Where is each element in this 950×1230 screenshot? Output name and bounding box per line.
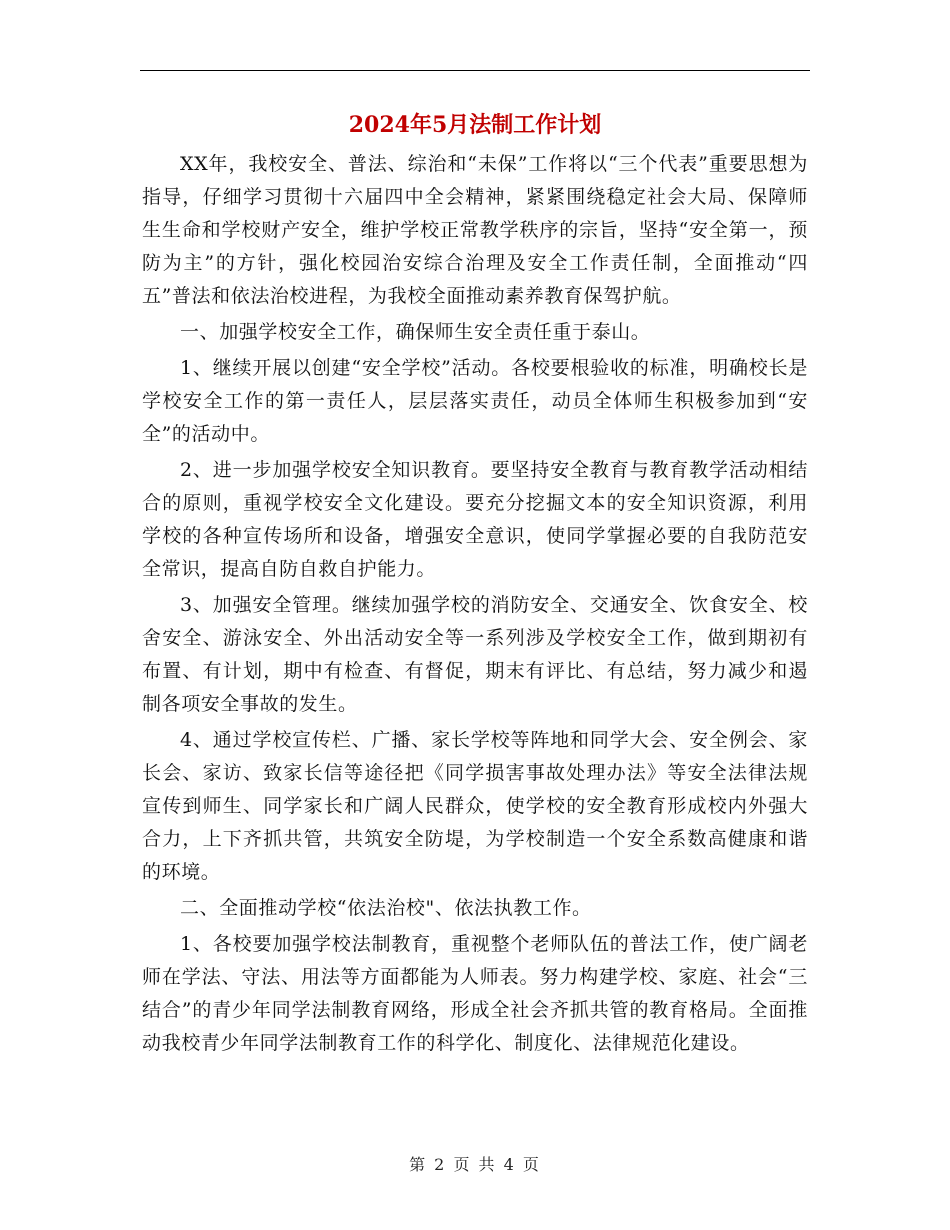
section-heading-1: 一、加强学校安全工作，确保师生安全责任重于泰山。 bbox=[180, 321, 651, 343]
page-footer: 第 2 页 共 4 页 bbox=[409, 1155, 541, 1174]
list-item-1-4: 4、通过学校宣传栏、广播、家长学校等阵地和同学大会、安全例会、家长会、家访、致家长信等途径把《同学损害事故处理办法》等安全法律法规宣传到师生、同学家长和广阔人民群众，使学校的安全教育形成校内外强大合力，上下齐抓共管，共筑安全防堤，为学校制造一个安全系数高健康和谐的环境。 bbox=[142, 729, 808, 883]
document-title: 2024年5月法制工作计划 bbox=[348, 112, 602, 138]
list-item-2-1: 1、各校要加强学校法制教育，重视整个老师队伍的普法工作，使广阔老师在学法、守法、用法等方面都能为人师表。努力构建学校、家庭、社会“三结合”的青少年同学法制教育网络，形成全社会齐抓共管的教育格局。全面推动我校青少年同学法制教育工作的科学化、制度化、法律规范化建设。 bbox=[142, 933, 808, 1054]
section-heading-2: 二、全面推动学校“依法治校"、依法执教工作。 bbox=[180, 897, 592, 919]
list-item-1-1: 1、继续开展以创建“安全学校”活动。各校要根验收的标准，明确校长是学校安全工作的第一责任人，层层落实责任，动员全体师生积极参加到“安全”的活动中。 bbox=[142, 357, 808, 445]
list-item-1-2: 2、进一步加强学校安全知识教育。要坚持安全教育与教育教学活动相结合的原则，重视学校安全文化建设。要充分挖掘文本的安全知识资源，利用学校的各种宣传场所和设备，增强安全意识，使同学掌握必要的自我防范安全常识，提高自防自救自护能力。 bbox=[142, 459, 808, 580]
document-body bbox=[142, 148, 808, 1060]
list-item-1-3: 3、加强安全管理。继续加强学校的消防安全、交通安全、饮食安全、校舍安全、游泳安全、外出活动安全等一系列涉及学校安全工作，做到期初有布置、有计划，期中有检查、有督促，期末有评比、有总结，努力减少和遏制各项安全事故的发生。 bbox=[142, 594, 808, 715]
header-rule bbox=[140, 70, 810, 71]
intro-paragraph: XX年，我校安全、普法、综治和“未保”工作将以“三个代表”重要思想为指导，仔细学习贯彻十六届四中全会精神，紧紧围绕稳定社会大局、保障师生生命和学校财产安全，维护学校正常教学秩序的宗旨，坚持“安全第一，预防为主”的方针，强化校园治安综合治理及安全工作责任制，全面推动“四五”普法和依法治校进程，为我校全面推动素养教育保驾护航。 bbox=[142, 153, 808, 307]
